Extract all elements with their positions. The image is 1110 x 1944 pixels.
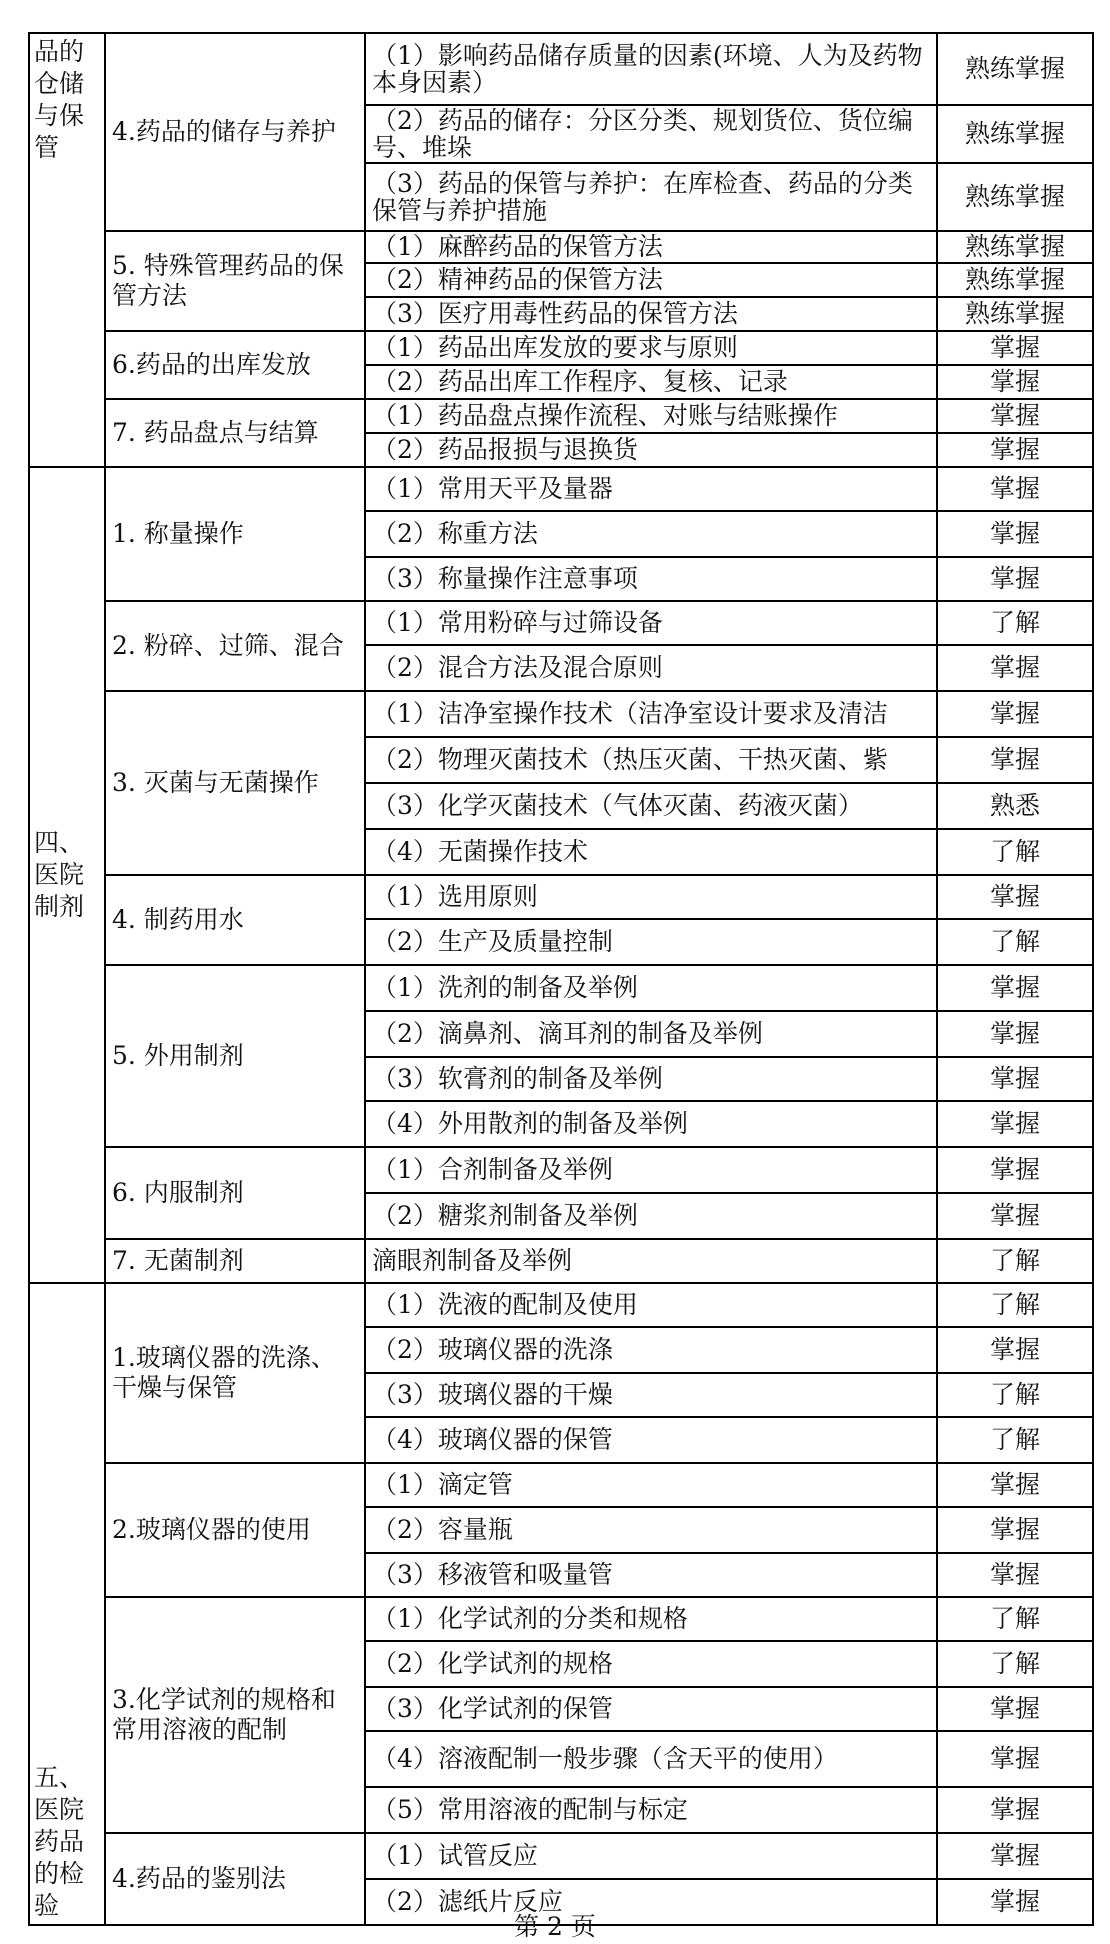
- content-cell: （4）无菌操作技术: [365, 829, 937, 875]
- content-cell: （2）精神药品的保管方法: [365, 263, 937, 297]
- table-row: [29, 399, 1093, 433]
- table-row: [29, 1147, 1093, 1193]
- syllabus-table: [28, 32, 1094, 1926]
- section-title: 品的仓储与保管: [29, 33, 105, 467]
- table-row: [29, 601, 1093, 645]
- content-cell: （1）化学试剂的分类和规格: [365, 1597, 937, 1641]
- table-row: [29, 1463, 1093, 1507]
- subtopic-title: 5. 外用制剂: [105, 965, 365, 1147]
- requirement-level: 熟悉: [937, 783, 1093, 829]
- requirement-level: 了解: [937, 1417, 1093, 1463]
- table-row: [29, 331, 1093, 365]
- requirement-level: 掌握: [937, 557, 1093, 601]
- content-cell: （1）洗液的配制及使用: [365, 1283, 937, 1327]
- table-row: [29, 1597, 1093, 1641]
- table-row: [29, 875, 1093, 919]
- content-cell: （2）药品的储存：分区分类、规划货位、货位编号、堆垛: [365, 105, 937, 163]
- content-cell: （1）常用天平及量器: [365, 467, 937, 511]
- requirement-level: 熟练掌握: [937, 231, 1093, 263]
- content-cell: （3）称量操作注意事项: [365, 557, 937, 601]
- table-row: [29, 965, 1093, 1011]
- content-cell: （3）医疗用毒性药品的保管方法: [365, 297, 937, 331]
- subtopic-title: 2.玻璃仪器的使用: [105, 1463, 365, 1597]
- requirement-level: 了解: [937, 1283, 1093, 1327]
- content-cell: （3）化学试剂的保管: [365, 1687, 937, 1731]
- content-cell: （1）常用粉碎与过筛设备: [365, 601, 937, 645]
- subtopic-title: 6.药品的出库发放: [105, 331, 365, 399]
- requirement-level: 掌握: [937, 691, 1093, 737]
- requirement-level: 掌握: [937, 433, 1093, 467]
- content-cell: （3）移液管和吸量管: [365, 1553, 937, 1597]
- requirement-level: 掌握: [937, 1687, 1093, 1731]
- requirement-level: 了解: [937, 1597, 1093, 1641]
- subtopic-title: 3. 灭菌与无菌操作: [105, 691, 365, 875]
- section-title: 五、医院药品的检验: [29, 1283, 105, 1925]
- requirement-level: 掌握: [937, 1553, 1093, 1597]
- requirement-level: 掌握: [937, 1101, 1093, 1147]
- requirement-level: 掌握: [937, 467, 1093, 511]
- content-cell: （2）生产及质量控制: [365, 919, 937, 965]
- subtopic-title: 7. 无菌制剂: [105, 1239, 365, 1283]
- content-cell: （2）称重方法: [365, 511, 937, 557]
- content-cell: （2）混合方法及混合原则: [365, 645, 937, 691]
- requirement-level: 掌握: [937, 1787, 1093, 1833]
- requirement-level: 掌握: [937, 1507, 1093, 1553]
- page-footer: 第 2 页: [514, 1912, 596, 1941]
- content-cell: （3）化学灭菌技术（气体灭菌、药液灭菌）: [365, 783, 937, 829]
- requirement-level: 掌握: [937, 737, 1093, 783]
- content-cell: （2）糖浆剂制备及举例: [365, 1193, 937, 1239]
- requirement-level: 掌握: [937, 511, 1093, 557]
- content-cell: （3）玻璃仪器的干燥: [365, 1373, 937, 1417]
- requirement-level: 掌握: [937, 645, 1093, 691]
- requirement-level: 熟练掌握: [937, 163, 1093, 231]
- content-cell: （2）玻璃仪器的洗涤: [365, 1327, 937, 1373]
- content-cell: （2）物理灭菌技术（热压灭菌、干热灭菌、紫: [365, 737, 937, 783]
- content-cell: （1）洁净室操作技术（洁净室设计要求及清洁: [365, 691, 937, 737]
- requirement-level: 掌握: [937, 1011, 1093, 1057]
- content-cell: （3）软膏剂的制备及举例: [365, 1057, 937, 1101]
- subtopic-title: 1.玻璃仪器的洗涤、干燥与保管: [105, 1283, 365, 1463]
- subtopic-title: 2. 粉碎、过筛、混合: [105, 601, 365, 691]
- requirement-level: 熟练掌握: [937, 263, 1093, 297]
- requirement-level: 了解: [937, 1239, 1093, 1283]
- syllabus-document: [28, 32, 1092, 1944]
- table-row: [29, 691, 1093, 737]
- subtopic-title: 3.化学试剂的规格和常用溶液的配制: [105, 1597, 365, 1833]
- requirement-level: 熟练掌握: [937, 105, 1093, 163]
- content-cell: （1）滴定管: [365, 1463, 937, 1507]
- requirement-level: 掌握: [937, 1327, 1093, 1373]
- requirement-level: 掌握: [937, 399, 1093, 433]
- table-row: [29, 467, 1093, 511]
- requirement-level: 掌握: [937, 1879, 1093, 1925]
- subtopic-title: 1. 称量操作: [105, 467, 365, 601]
- requirement-level: 掌握: [937, 1833, 1093, 1879]
- content-cell: （2）药品出库工作程序、复核、记录: [365, 365, 937, 399]
- content-cell: （2）滤纸片反应: [365, 1879, 937, 1925]
- content-cell: （4）溶液配制一般步骤（含天平的使用）: [365, 1731, 937, 1787]
- requirement-level: 了解: [937, 1641, 1093, 1687]
- table-row: [29, 231, 1093, 263]
- requirement-level: 熟练掌握: [937, 297, 1093, 331]
- table-row: [29, 33, 1093, 105]
- content-cell: 滴眼剂制备及举例: [365, 1239, 937, 1283]
- subtopic-title: 7. 药品盘点与结算: [105, 399, 365, 467]
- content-cell: （1）洗剂的制备及举例: [365, 965, 937, 1011]
- table-row: [29, 1239, 1093, 1283]
- content-cell: （3）药品的保管与养护：在库检查、药品的分类保管与养护措施: [365, 163, 937, 231]
- subtopic-title: 4. 制药用水: [105, 875, 365, 965]
- requirement-level: 掌握: [937, 875, 1093, 919]
- requirement-level: 了解: [937, 601, 1093, 645]
- content-cell: （1）药品盘点操作流程、对账与结账操作: [365, 399, 937, 433]
- subtopic-title: 4.药品的储存与养护: [105, 33, 365, 231]
- requirement-level: 掌握: [937, 331, 1093, 365]
- content-cell: （5）常用溶液的配制与标定: [365, 1787, 937, 1833]
- table-row: [29, 1833, 1093, 1879]
- requirement-level: 熟练掌握: [937, 33, 1093, 105]
- content-cell: （1）选用原则: [365, 875, 937, 919]
- requirement-level: 了解: [937, 919, 1093, 965]
- requirement-level: 掌握: [937, 1193, 1093, 1239]
- requirement-level: 了解: [937, 1373, 1093, 1417]
- content-cell: （4）玻璃仪器的保管: [365, 1417, 937, 1463]
- requirement-level: 掌握: [937, 965, 1093, 1011]
- subtopic-title: 6. 内服制剂: [105, 1147, 365, 1239]
- requirement-level: 掌握: [937, 1057, 1093, 1101]
- table-row: [29, 1283, 1093, 1327]
- content-cell: （2）容量瓶: [365, 1507, 937, 1553]
- subtopic-title: 4.药品的鉴别法: [105, 1833, 365, 1925]
- requirement-level: 掌握: [937, 1147, 1093, 1193]
- content-cell: （1）药品出库发放的要求与原则: [365, 331, 937, 365]
- requirement-level: 掌握: [937, 1463, 1093, 1507]
- content-cell: （1）影响药品储存质量的因素(环境、人为及药物本身因素）: [365, 33, 937, 105]
- requirement-level: 掌握: [937, 365, 1093, 399]
- content-cell: （4）外用散剂的制备及举例: [365, 1101, 937, 1147]
- content-cell: （2）化学试剂的规格: [365, 1641, 937, 1687]
- content-cell: （2）滴鼻剂、滴耳剂的制备及举例: [365, 1011, 937, 1057]
- requirement-level: 掌握: [937, 1731, 1093, 1787]
- content-cell: （1）试管反应: [365, 1833, 937, 1879]
- content-cell: （2）药品报损与退换货: [365, 433, 937, 467]
- content-cell: （1）合剂制备及举例: [365, 1147, 937, 1193]
- section-title: 四、医院制剂: [29, 467, 105, 1283]
- subtopic-title: 5. 特殊管理药品的保管方法: [105, 231, 365, 331]
- requirement-level: 了解: [937, 829, 1093, 875]
- content-cell: （1）麻醉药品的保管方法: [365, 231, 937, 263]
